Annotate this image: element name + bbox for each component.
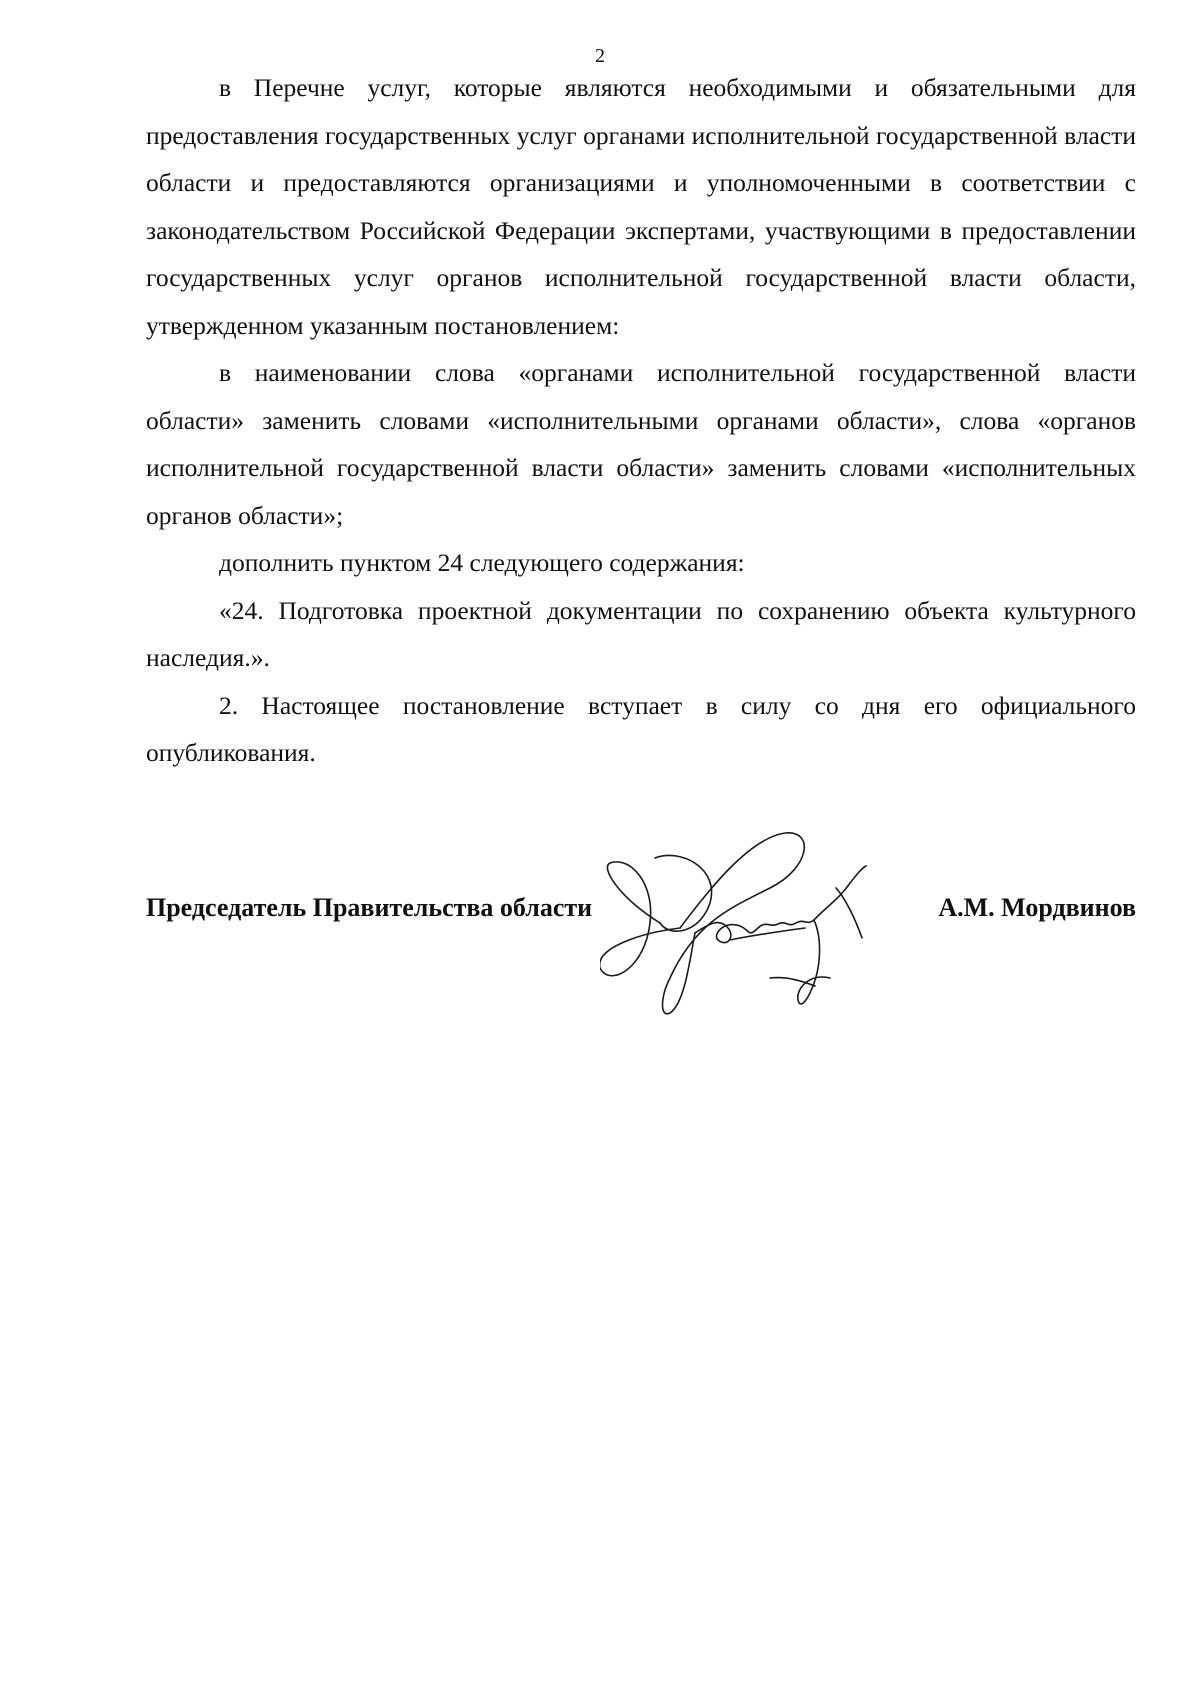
page-number: 2 (595, 45, 605, 67)
paragraph-effective-date: 2. Настоящее постановление вступает в силу со дня его официального опубликования. (146, 690, 1136, 767)
signatory-name: А.М. Мордвинов (938, 893, 1136, 922)
document-body (146, 64, 1136, 777)
signatory-title: Председатель Правительства области (146, 893, 593, 922)
paragraph-add-item: дополнить пунктом 24 следующего содержания: (219, 548, 745, 577)
paragraph-item-24: «24. Подготовка проектной документации по сохранению объекта культурного наследия.». (146, 595, 1136, 672)
paragraph-list-of-services: в Перечне услуг, которые являются необходимыми и обязательными для предоставления государственных услуг органами исполнительной государственной власти области и предоставляются организациями и уполномоченными в соответствии с законодательством Российской Федерации экспертами, участвующими в предоставлении государственных услуг органов исполнительной государственной власти области, утвержденном указанным постановлением: (146, 73, 1136, 340)
paragraph-name-replacement: в наименовании слова «органами исполнительной государственной власти области» заменить словами «исполнительными органами области», слова «органов исполнительной государственной власти области» заменить словами «исполнительных органов области»; (146, 358, 1136, 530)
handwritten-signature (600, 828, 920, 1028)
